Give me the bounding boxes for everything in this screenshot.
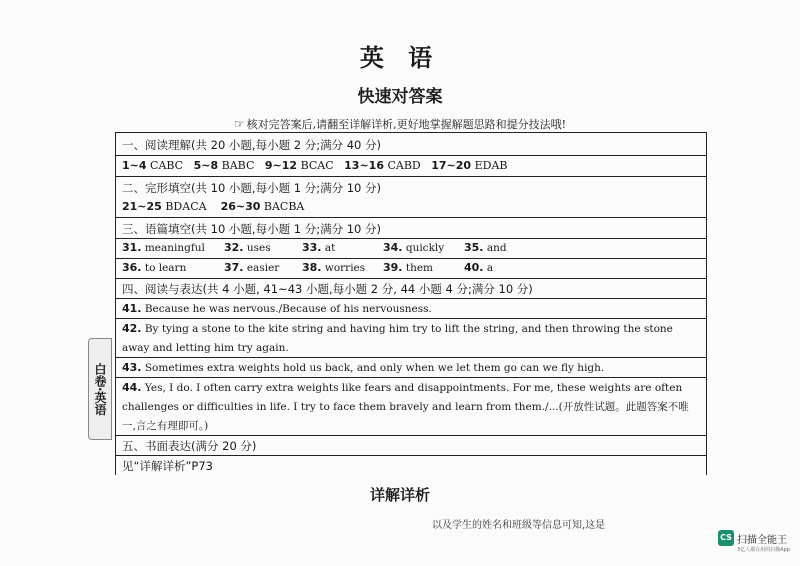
answer-range: 5~8 [193,159,219,172]
answer-value: EDAB [474,159,508,172]
fill-answer: 35. and [464,241,507,254]
answer-value: BCAC [300,159,334,172]
answer-range: 13~16 [344,159,384,172]
answer-value: CABC [150,159,184,172]
section-1-header: 一、阅读理解(共 20 小题,每小题 2 分;满分 40 分) [122,138,382,152]
answer-44: 44. Yes, I do. I often carry extra weights like fears and disappointments. For me, these weights are often challenges or difficulties in life. I try to face them bravely and learn from them./...(开放性试题。此题答案不唯一,言之有理即可。) [122,381,689,432]
fill-answer: 37. easier [224,261,280,274]
tip-text: 核对完答案后,请翻至详解详析,更好地掌握解题思路和提分技法哦! [246,118,567,131]
logo-name: 扫描全能王 [737,535,787,546]
section-2-header: 二、完形填空(共 10 小题,每小题 1 分;满分 10 分) [122,181,382,195]
divider [116,217,706,218]
section-5-text: 见“详解详析”P73 [122,459,213,473]
scanner-watermark [718,530,794,560]
divider [116,176,706,177]
answer-range: 21~25 [122,200,162,213]
divider [116,455,706,456]
tip-line [0,116,800,132]
page-title: 英 语 [359,43,441,72]
cut-off-text: 以及学生的姓名和班级等信息可知,这是 [432,520,606,531]
detail-title: 详解详析 [369,486,430,504]
divider [116,238,706,239]
answer-value: BDACA [165,200,207,213]
side-tab: 白卷·英语 [88,338,112,440]
section-3-header: 三、语篇填空(共 10 小题,每小题 1 分;满分 10 分) [122,222,382,236]
answer-41: 41. Because he was nervous./Because of his nervousness. [122,302,432,315]
answer-value: BABC [221,159,255,172]
fill-answer: 38. worries [302,261,366,274]
fill-answer: 31. meaningful [122,241,205,254]
fill-answer: 36. to learn [122,261,187,274]
answer-value: BACBA [263,200,305,213]
divider [116,258,706,259]
divider [116,278,706,279]
divider [116,155,706,156]
fill-answer: 32. uses [224,241,271,254]
answer-table [115,132,707,475]
camscanner-logo-icon: CS [718,530,734,546]
fill-answer: 33. at [302,241,336,254]
answer-range: 26~30 [220,200,261,213]
answer-value: CABD [387,159,421,172]
section-2-answers [122,200,304,213]
pointing-hand-icon: ☞ [233,117,245,131]
answer-range: 1~4 [122,159,147,172]
page-subtitle: 快速对答案 [357,87,443,107]
answer-42: 42. By tying a stone to the kite string and having him try to lift the string, and then throwing the stone away and letting him try again. [122,322,673,354]
answer-43: 43. Sometimes extra weights hold us back, and only when we let them go can we fly high. [122,361,605,374]
section-1-answers [122,159,507,172]
section-5-header: 五、书面表达(满分 20 分) [122,439,257,453]
fill-answer: 39. them [383,261,433,274]
answer-range: 9~12 [264,159,298,172]
divider [116,435,706,436]
fill-answer: 34. quickly [383,241,445,254]
answer-range: 17~20 [431,159,472,172]
fill-answer: 40. a [464,261,494,274]
section-4-header: 四、阅读与表达(共 4 小题, 41~43 小题,每小题 2 分, 44 小题 4 分;满分 10 分) [122,282,533,296]
logo-subtitle: 3亿人都在用的扫描App [737,547,790,553]
